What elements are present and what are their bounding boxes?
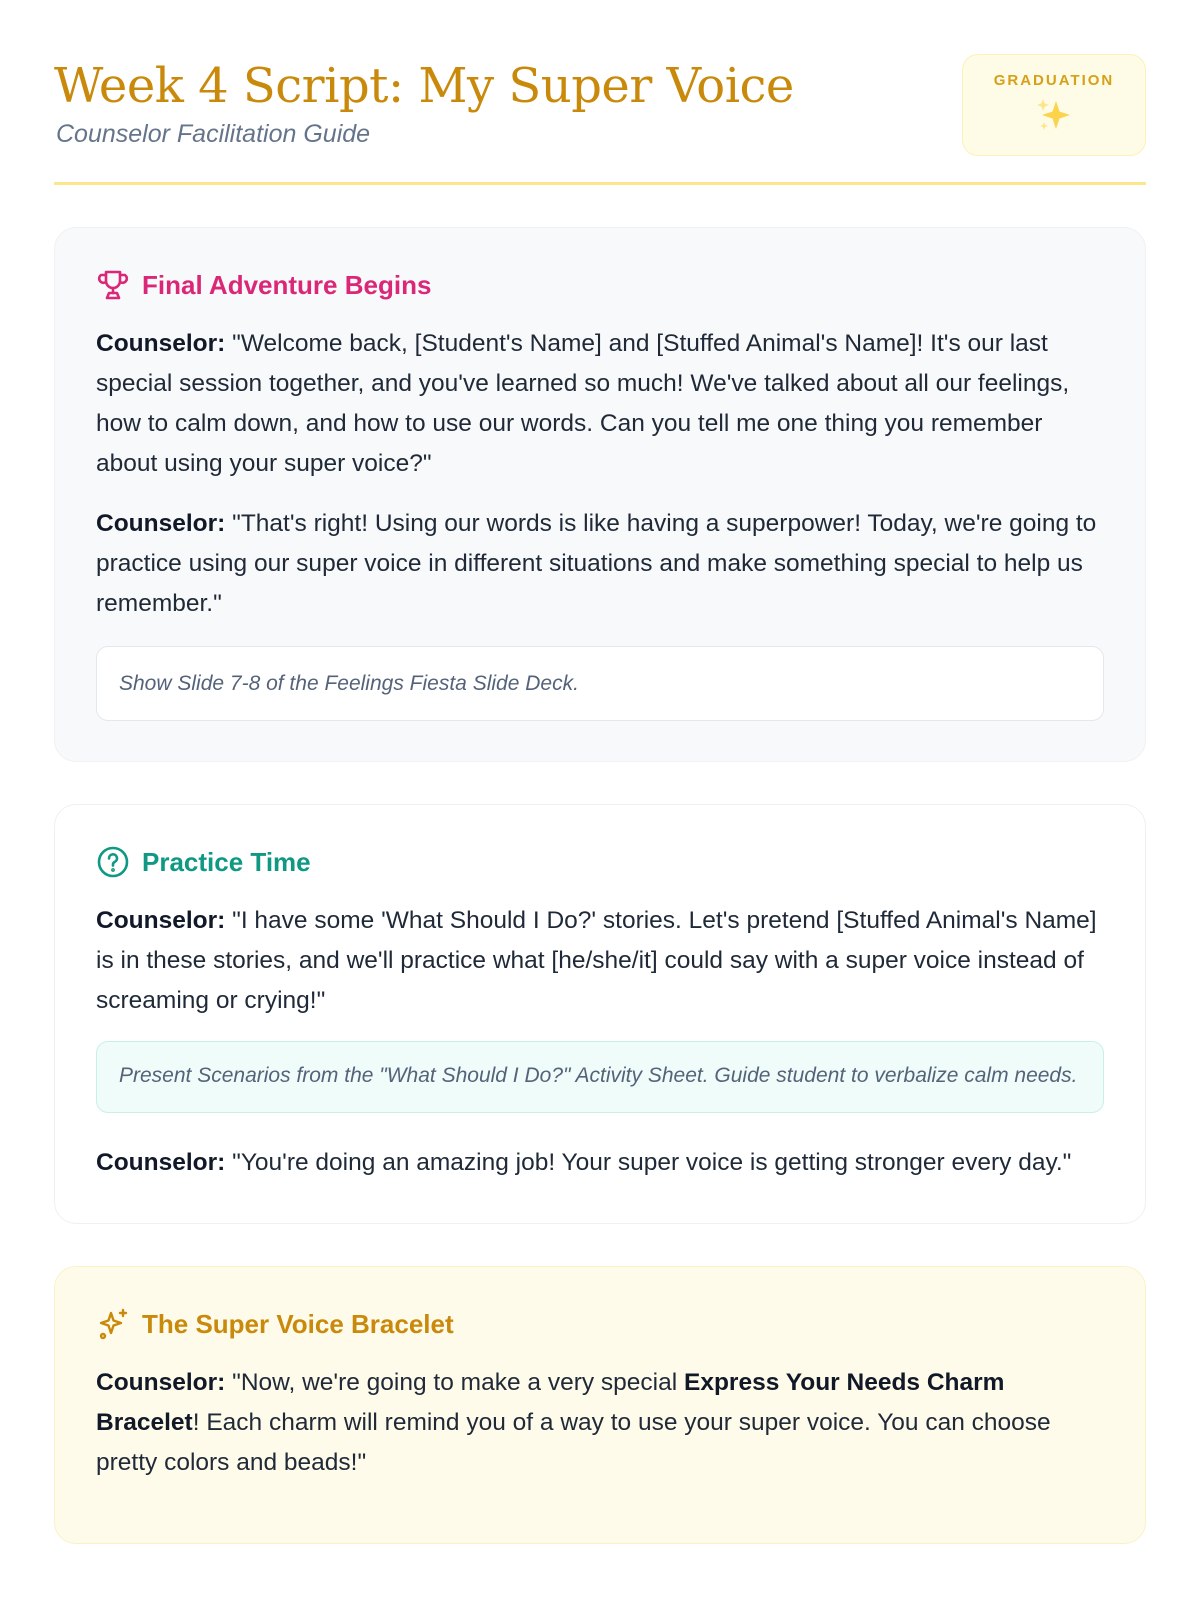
page-header — [54, 0, 1146, 185]
sparkles-icon — [96, 1307, 130, 1341]
trophy-icon — [96, 268, 130, 302]
line-text: ! Each charm will remind you of a way to use your super voice. You can choose pretty colors and beads!" — [96, 1409, 1051, 1476]
speaker-label: Counselor: — [96, 1369, 226, 1396]
facilitator-note: Present Scenarios from the "What Should I Do?" Activity Sheet. Guide student to verbalize calm needs. — [96, 1041, 1104, 1113]
line-text: "That's right! Using our words is like having a superpower! Today, we're going to practice using our super voice in different situations and make something special to help us remember." — [96, 510, 1097, 617]
section-final-adventure — [54, 227, 1146, 762]
badge-label: GRADUATION — [993, 72, 1115, 89]
speaker-label: Counselor: — [96, 510, 226, 537]
counselor-line — [96, 504, 1104, 624]
section-super-voice-bracelet — [54, 1266, 1146, 1544]
line-text: "I have some 'What Should I Do?' stories. Let's pretend [Stuffed Animal's Name] is in these stories, and we'll practice what [he/she/it] could say with a super voice instead of screaming or crying!" — [96, 907, 1097, 1014]
line-text: "You're doing an amazing job! Your super voice is getting stronger every day." — [232, 1149, 1072, 1176]
graduation-badge — [962, 54, 1146, 156]
section-practice-time — [54, 804, 1146, 1224]
counselor-line — [96, 324, 1104, 484]
section-header — [96, 1307, 1104, 1341]
section-title: Final Adventure Begins — [142, 269, 432, 300]
sparkles-icon — [1034, 95, 1074, 135]
line-text: "Welcome back, [Student's Name] and [Stuffed Animal's Name]! It's our last special session together, and you've learned so much! We've talked about all our feelings, how to calm down, and how to use our words. Can you tell me one thing you remember about using your super voice?" — [96, 330, 1070, 477]
page-title: Week 4 Script: My Super Voice — [54, 58, 794, 114]
section-title: Practice Time — [142, 846, 311, 877]
facilitator-note: Show Slide 7-8 of the Feelings Fiesta Slide Deck. — [96, 646, 1104, 721]
speaker-label: Counselor: — [96, 1149, 226, 1176]
line-text: "Now, we're going to make a very special — [232, 1369, 684, 1396]
section-header — [96, 268, 1104, 302]
counselor-line — [96, 901, 1104, 1021]
section-header — [96, 845, 1104, 879]
section-title: The Super Voice Bracelet — [142, 1308, 454, 1339]
question-circle-icon — [96, 845, 130, 879]
counselor-line — [96, 1143, 1104, 1183]
page-subtitle: Counselor Facilitation Guide — [56, 120, 371, 148]
speaker-label: Counselor: — [96, 330, 226, 357]
counselor-line — [96, 1363, 1104, 1483]
bracelet-name: Express Your Needs Charm Bracelet — [96, 1369, 1005, 1436]
speaker-label: Counselor: — [96, 907, 226, 934]
